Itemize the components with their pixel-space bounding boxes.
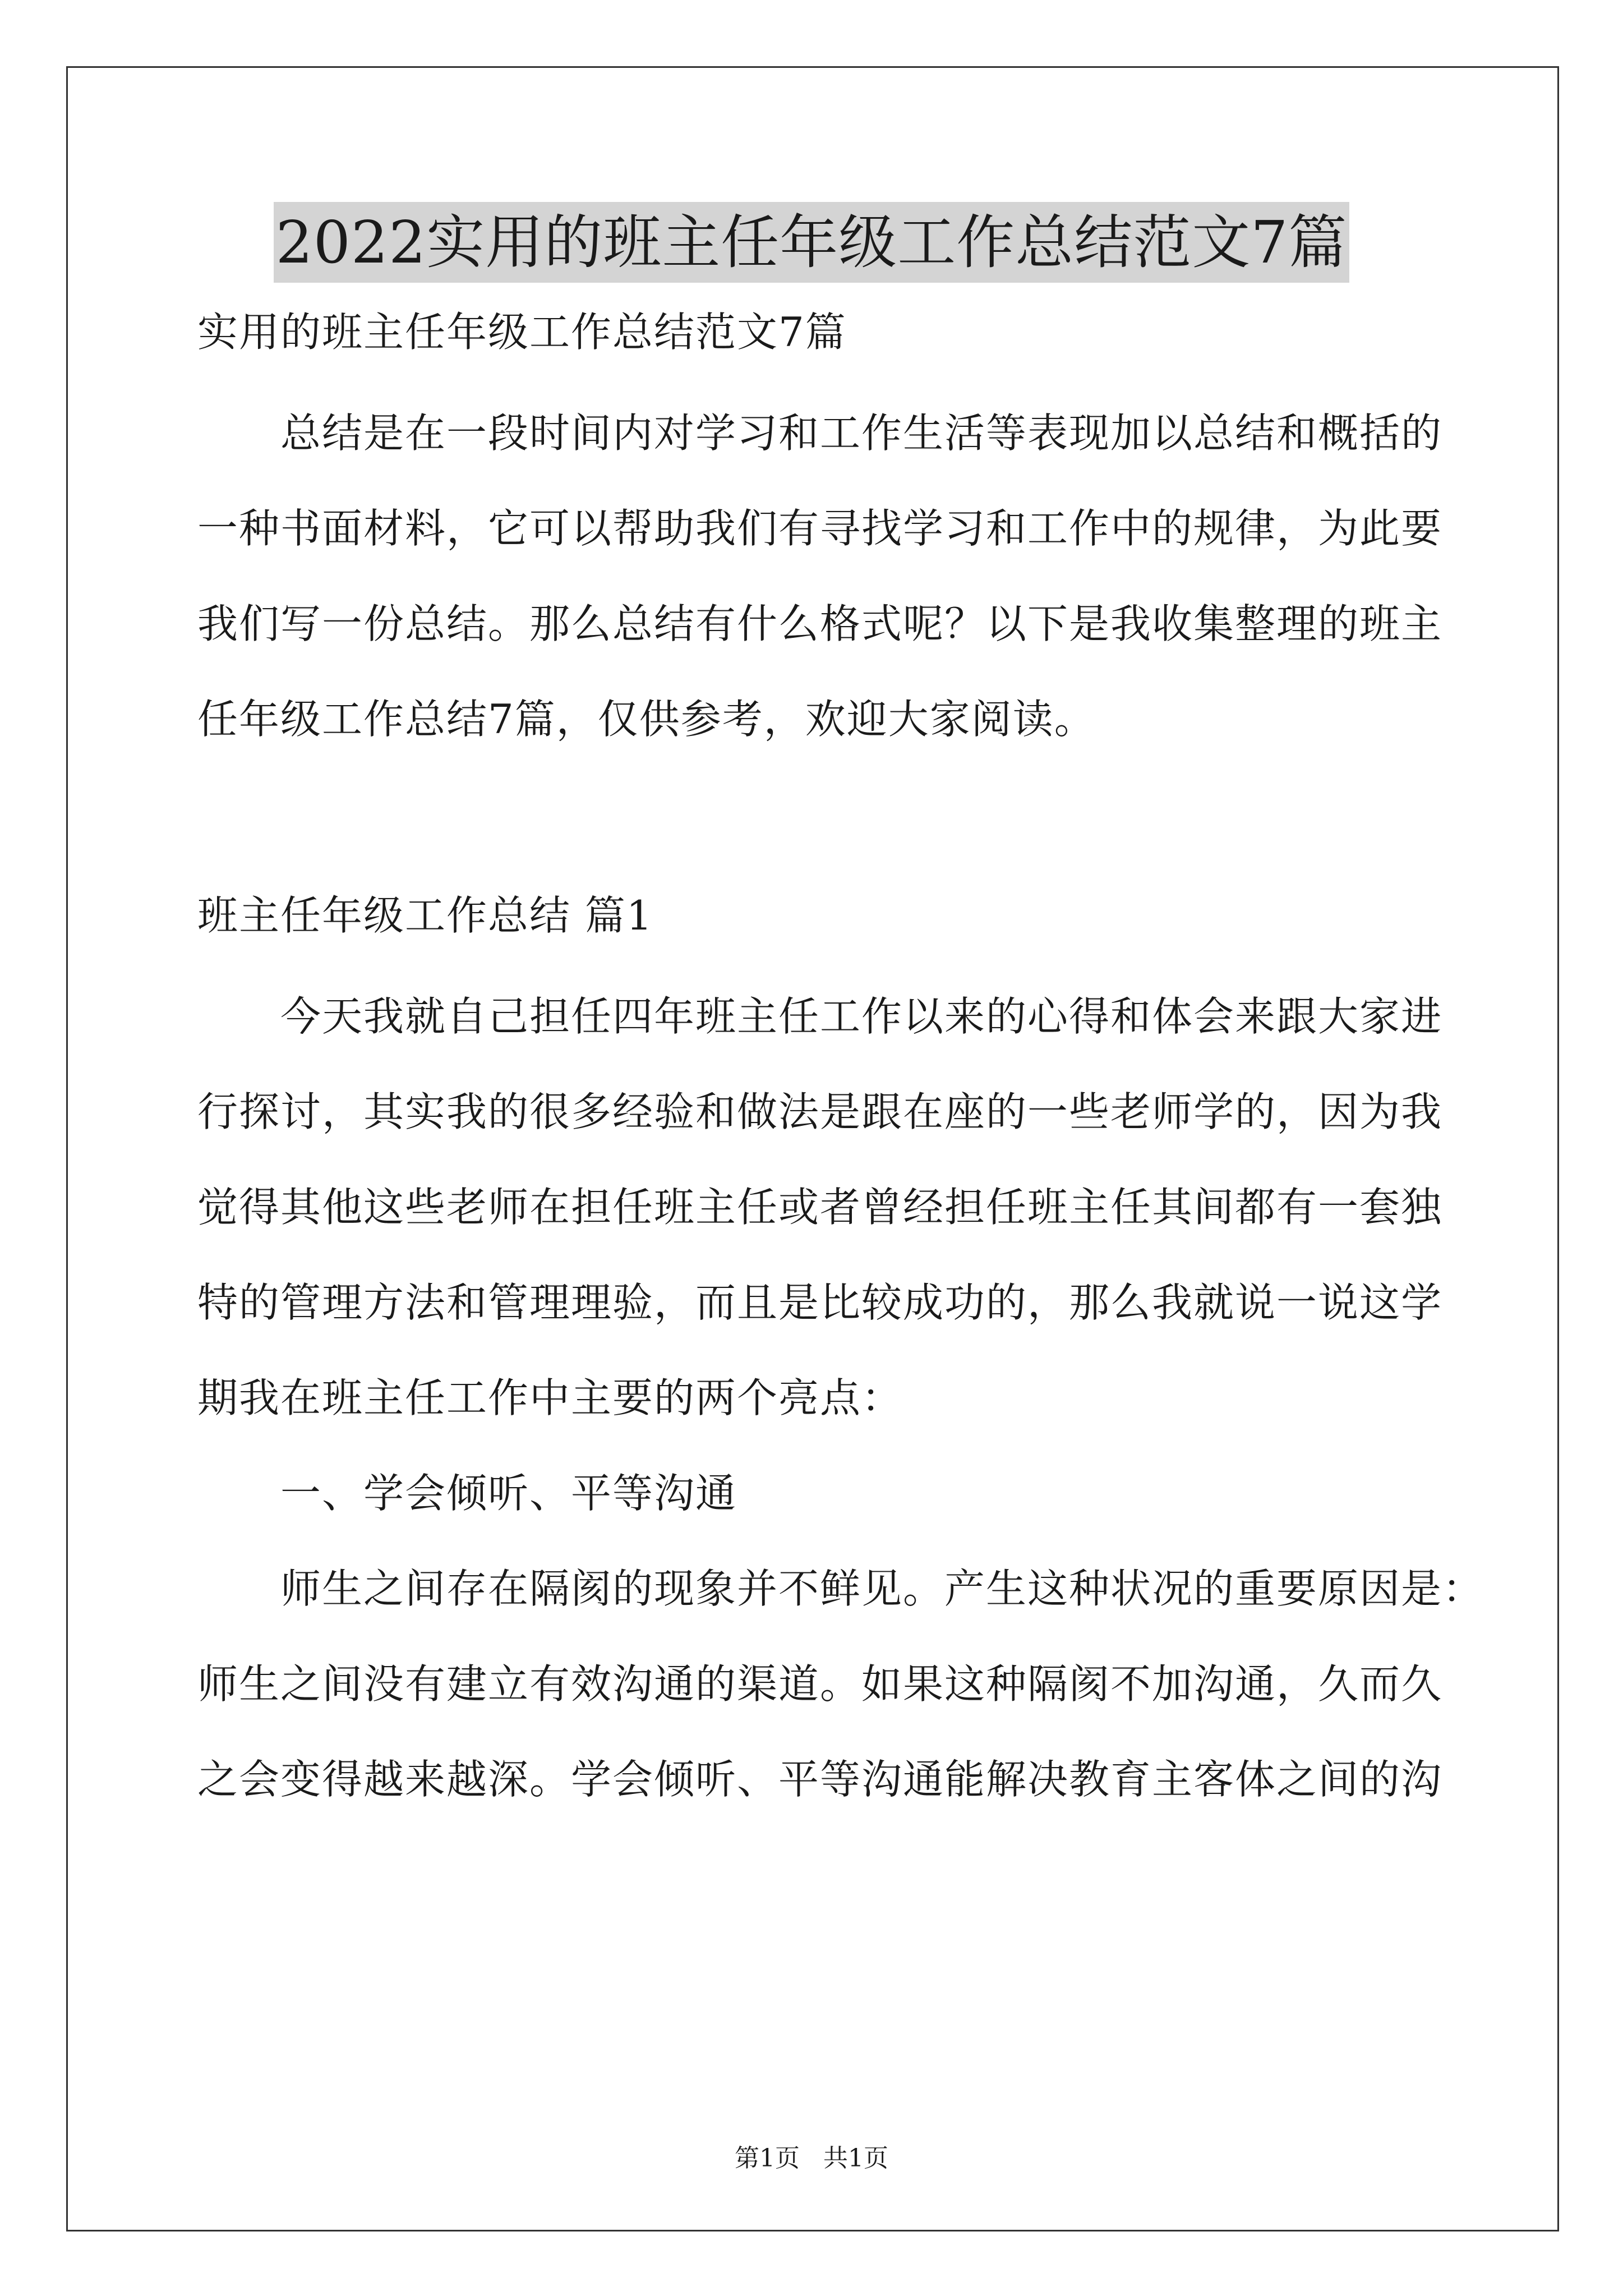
page-footer (0, 2143, 1623, 2174)
section-heading: 班主任年级工作总结 篇1 (197, 892, 653, 939)
section-line: 之会变得越来越深。学会倾听、平等沟通能解决教育主客体之间的沟 (197, 1756, 1443, 1803)
section-line: 师生之间存在隔阂的现象并不鲜见。产生这种状况的重要原因是： (197, 1565, 1484, 1612)
intro-line: 任年级工作总结7篇，仅供参考，欢迎大家阅读。 (197, 696, 1096, 743)
section-line: 期我在班主任工作中主要的两个亮点： (197, 1374, 903, 1421)
spacer (197, 790, 1429, 891)
intro-line: 我们写一份总结。那么总结有什么格式呢？以下是我收集整理的班主 (197, 600, 1443, 647)
section-line: 特的管理方法和管理理验，而且是比较成功的，那么我就说一说这学 (197, 1279, 1443, 1326)
section-line: 师生之间没有建立有效沟通的渠道。如果这种隔阂不加沟通，久而久 (197, 1660, 1443, 1708)
intro-line: 总结是在一段时间内对学习和工作生活等表现加以总结和概括的 (197, 409, 1443, 457)
sub-heading: 一、学会倾听、平等沟通 (197, 1470, 737, 1517)
document-subtitle: 实用的班主任年级工作总结范文7篇 (197, 309, 847, 356)
document-body (197, 307, 1484, 1850)
page-total: 共1页 (823, 2144, 888, 2173)
page-number: 第1页 (735, 2144, 800, 2173)
intro-line: 一种书面材料，它可以帮助我们有寻找学习和工作中的规律，为此要 (197, 505, 1443, 552)
section-line: 觉得其他这些老师在担任班主任或者曾经担任班主任其间都有一套独 (197, 1184, 1443, 1231)
document-title: 2022实用的班主任年级工作总结范文7篇 (274, 202, 1350, 283)
section-line: 行探讨，其实我的很多经验和做法是跟在座的一些老师学的，因为我 (197, 1088, 1443, 1135)
title-block (0, 202, 1623, 283)
section-line: 今天我就自己担任四年班主任工作以来的心得和体会来跟大家进 (197, 993, 1443, 1040)
